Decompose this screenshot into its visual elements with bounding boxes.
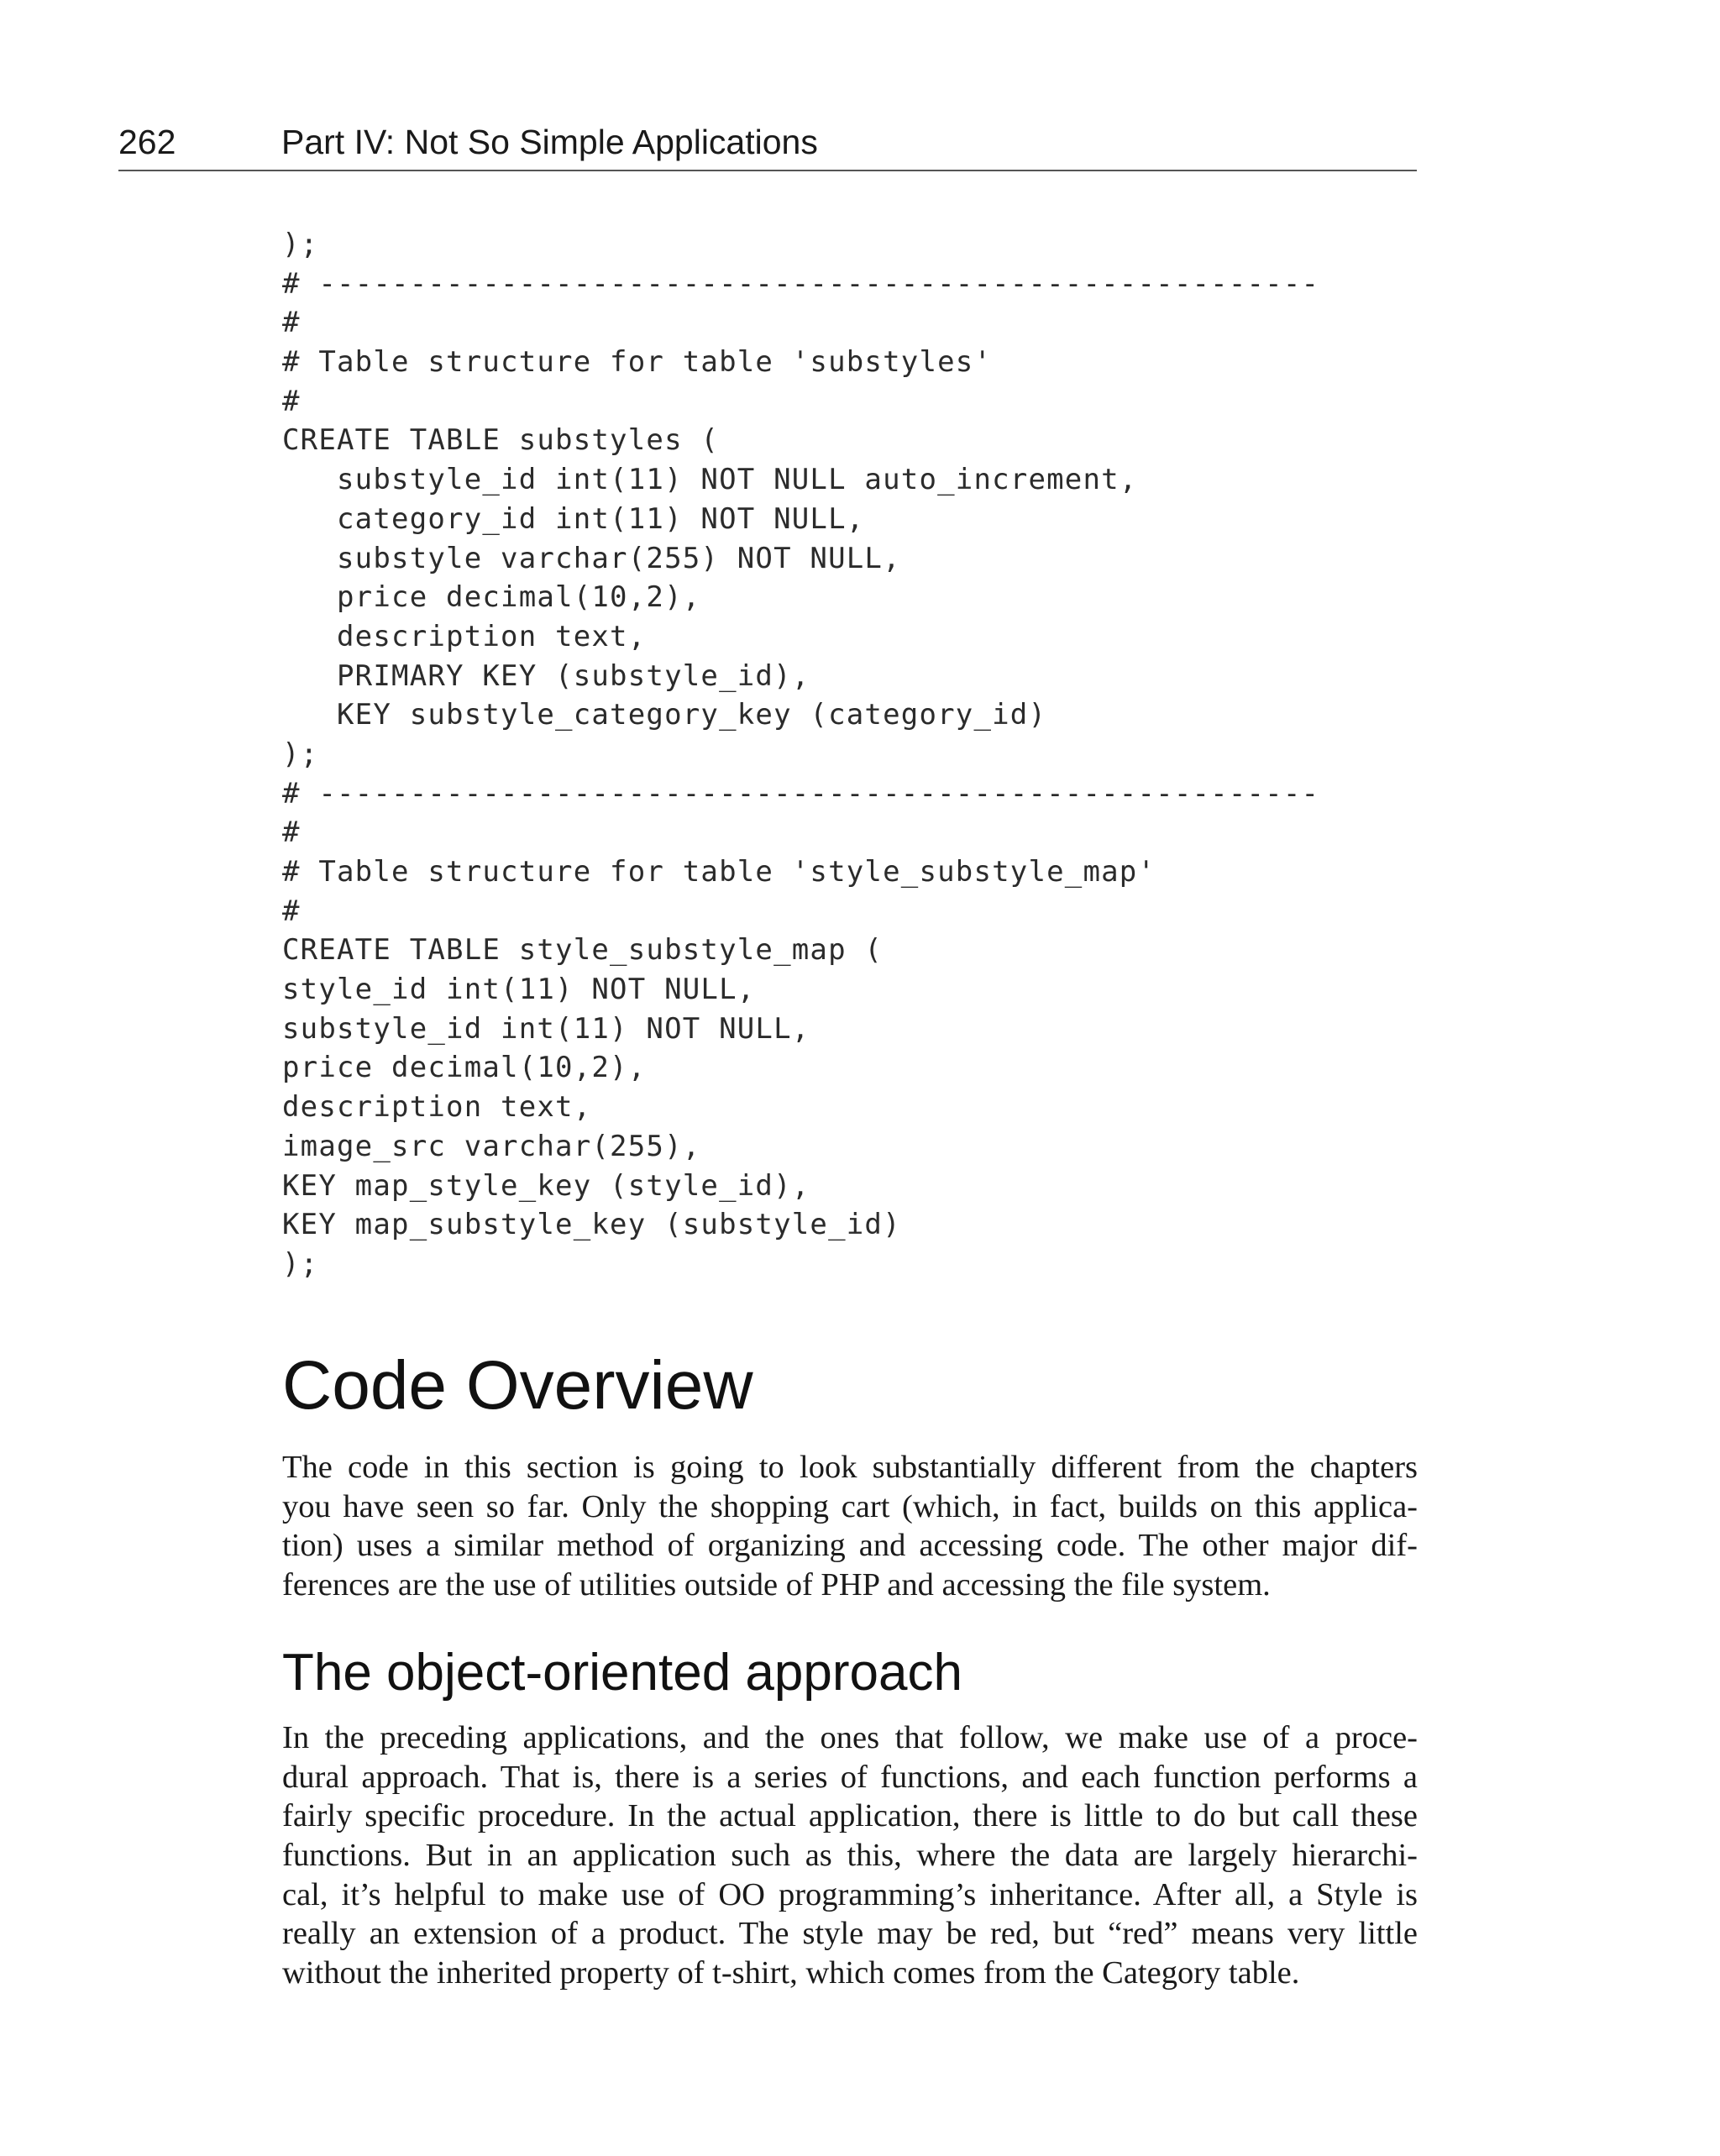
code-line: price decimal(10,2), xyxy=(282,580,701,615)
code-line: KEY map_substyle_key (substyle_id) xyxy=(282,1208,901,1242)
code-line: substyle varchar(255) NOT NULL, xyxy=(282,541,901,575)
code-line: # ------------------------------------------------------- xyxy=(282,776,1320,810)
code-line: CREATE TABLE style_substyle_map ( xyxy=(282,933,884,968)
code-line: # ------------------------------------------------------- xyxy=(282,266,1320,301)
code-line: style_id int(11) NOT NULL, xyxy=(282,973,756,1007)
code-line: ); xyxy=(282,737,319,771)
code-line: substyle_id int(11) NOT NULL, xyxy=(282,1011,810,1046)
running-header xyxy=(118,116,1417,171)
part-title: Part IV: Not So Simple Applications xyxy=(281,123,818,161)
paragraph-line: The code in this section is going to look substantially different from the chapters xyxy=(282,1450,1418,1485)
code-line: image_src varchar(255), xyxy=(282,1129,701,1163)
paragraph-line: fairly specific procedure. In the actual application, there is little to do but call these xyxy=(282,1798,1418,1834)
code-line: price decimal(10,2), xyxy=(282,1051,647,1085)
code-line: ); xyxy=(282,228,319,261)
code-line: PRIMARY KEY (substyle_id), xyxy=(282,658,810,693)
paragraph-line: ferences are the use of utilities outside of PHP and accessing the file system. xyxy=(282,1567,1271,1603)
code-line: category_id int(11) NOT NULL, xyxy=(282,501,865,536)
code-line: CREATE TABLE substyles ( xyxy=(282,423,720,458)
paragraph-line: you have seen so far. Only the shopping cart (which, in fact, builds on this applica- xyxy=(282,1488,1418,1524)
code-line: # Table structure for table 'style_substyle_map' xyxy=(282,855,1156,889)
code-line: # xyxy=(282,816,301,850)
subsection-paragraph xyxy=(282,1718,1418,1993)
paragraph-line: In the preceding applications, and the ones that follow, we make use of a proce- xyxy=(282,1720,1418,1755)
paragraph-line: functions. But in an application such as this, where the data are largely hierarchi- xyxy=(282,1838,1418,1874)
paragraph-line: really an extension of a product. The style may be red, but “red” means very little xyxy=(282,1916,1418,1952)
code-line: # xyxy=(282,306,301,340)
section-paragraph xyxy=(282,1448,1418,1605)
page-number: 262 xyxy=(118,123,176,161)
code-line: # xyxy=(282,384,301,418)
code-line: # xyxy=(282,894,301,928)
code-line: description text, xyxy=(282,1090,592,1125)
subsection-heading: The object-oriented approach xyxy=(282,1644,962,1702)
code-line: # Table structure for table 'substyles' xyxy=(282,345,993,380)
code-line: description text, xyxy=(282,619,647,653)
section-heading: Code Overview xyxy=(282,1347,753,1424)
sql-code-listing xyxy=(282,225,1319,1284)
paragraph-line: dural approach. That is, there is a series of functions, and each function performs a xyxy=(282,1759,1418,1795)
paragraph-line: cal, it’s helpful to make use of OO programming’s inheritance. After all, a Style is xyxy=(282,1876,1418,1912)
code-line: KEY substyle_category_key (category_id) xyxy=(282,698,1047,732)
paragraph-line: tion) uses a similar method of organizing and accessing code. The other major dif- xyxy=(282,1528,1418,1564)
paragraph-line: without the inherited property of t-shirt, which comes from the Category table. xyxy=(282,1955,1300,1991)
code-line: KEY map_style_key (style_id), xyxy=(282,1168,810,1203)
code-line: ); xyxy=(282,1246,319,1281)
code-line: substyle_id int(11) NOT NULL auto_increment, xyxy=(282,463,1138,497)
